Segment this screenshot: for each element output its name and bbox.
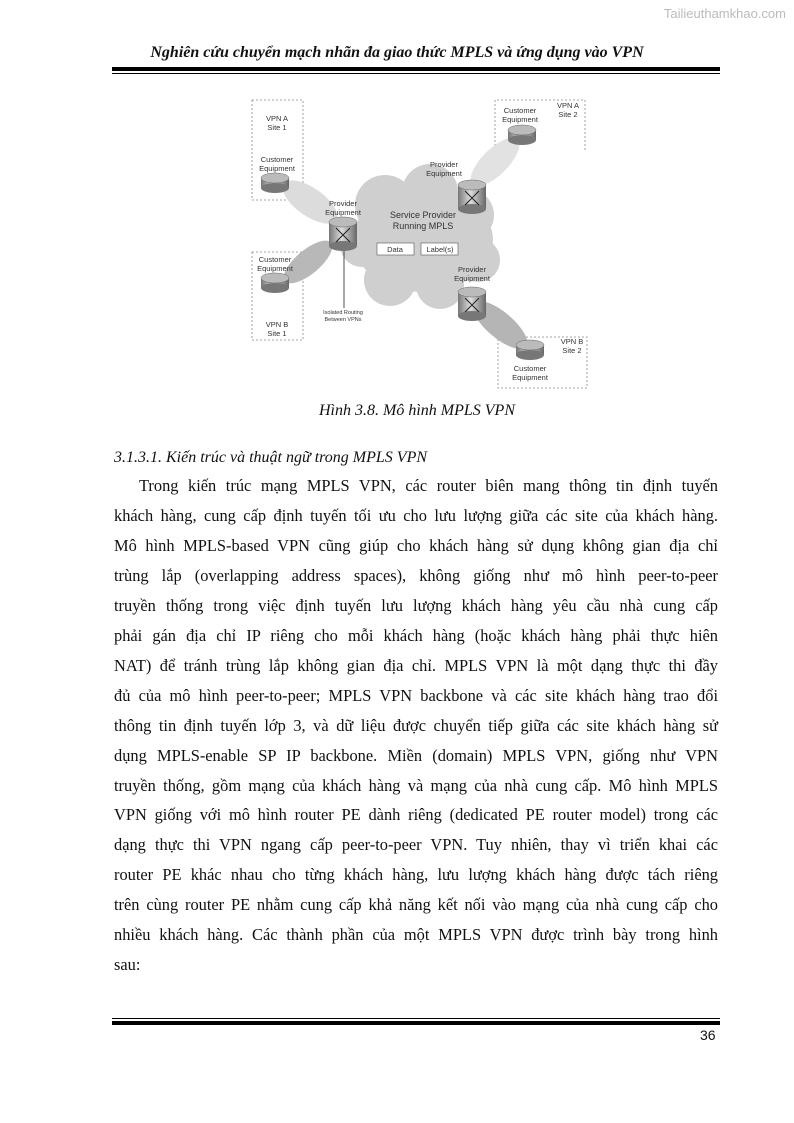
- pe-label: Provider: [430, 160, 458, 169]
- ce-router-a2: [508, 125, 536, 145]
- isolation-label: Between VPNs: [324, 317, 362, 323]
- site-label: VPN A: [556, 101, 580, 110]
- cloud-label: Running MPLS: [392, 221, 454, 231]
- ce-label: Customer: [503, 106, 537, 115]
- site-label: VPN A: [265, 114, 289, 123]
- ce-label: Customer: [258, 255, 292, 264]
- body-line: khách hàng, cung cấp định tuyến tối ưu cho lưu lượng giữa các site của khách hàng.: [114, 505, 718, 525]
- body-line: dạng thực thi VPN ngang cấp peer-to-peer VPN. Tuy nhiên, thay vì triển khai các: [114, 835, 718, 855]
- label-box-label: Label(s): [426, 245, 454, 254]
- ce-router-b2: [516, 340, 544, 360]
- pe-label: Equipment: [426, 169, 462, 178]
- site-label: Site 2: [562, 346, 582, 355]
- body-line: dụng MPLS-enable SP IP backbone. Miền (domain) MPLS VPN, giống như VPN: [114, 745, 718, 765]
- pe-label: Provider: [458, 265, 486, 274]
- pe-router-top: [458, 180, 486, 214]
- site-label: VPN B: [265, 320, 289, 329]
- pe-label: Equipment: [454, 274, 490, 283]
- body-line: truyền thống trong việc định tuyến lưu lượng khách hàng yêu cầu nhà cung cấp: [114, 595, 718, 615]
- body-line: NAT) để tránh trùng lắp không gian địa chỉ. MPLS VPN là một dạng thực thi đầy: [114, 655, 718, 675]
- footer-rule-thick: [112, 1021, 720, 1025]
- figure-caption: Hình 3.8. Mô hình MPLS VPN: [319, 402, 515, 419]
- site-label: Site 1: [267, 123, 287, 132]
- section-heading: 3.1.3.1. Kiến trúc và thuật ngữ trong MPLS VPN: [114, 449, 428, 466]
- ce-label: Equipment: [259, 164, 295, 173]
- body-line: thông tin định tuyến lớp 3, và dữ liệu được chuyển tiếp giữa các site khách hàng sử: [114, 715, 718, 735]
- page-number: 36: [700, 1027, 716, 1043]
- site-label: Site 2: [558, 110, 578, 119]
- ce-label: Equipment: [257, 264, 293, 273]
- site-label: VPN B: [560, 337, 584, 346]
- body-line: phải gán địa chỉ IP riêng cho mỗi khách hàng (hoặc khách hàng phải thực hiên: [114, 625, 718, 645]
- ce-router-b1: [261, 273, 289, 293]
- mpls-vpn-diagram: [0, 0, 794, 400]
- pe-router-bottom: [458, 287, 486, 321]
- body-line: đủ của mô hình peer-to-peer; MPLS VPN backbone và các site khách hàng trao đổi: [114, 685, 718, 705]
- body-line: Trong kiến trúc mạng MPLS VPN, các router biên mang thông tin định tuyến: [139, 476, 718, 495]
- pe-label: Equipment: [325, 208, 361, 217]
- running-header: Nghiên cứu chuyển mạch nhãn đa giao thức MPLS và ứng dụng vào VPN: [150, 44, 644, 61]
- site-label: Site 1: [267, 329, 287, 338]
- body-line: trên cùng router PE nhằm cung cấp khả năng kết nối vào mạng của nhà cung cấp cho: [114, 895, 718, 915]
- cloud-label: Service Provider: [389, 210, 457, 220]
- body-line: Mô hình MPLS-based VPN cũng giúp cho khách hàng sử dụng không gian địa chỉ: [114, 535, 718, 555]
- pe-router-left: [329, 217, 357, 251]
- footer-rule-thin: [112, 1018, 720, 1019]
- body-line: VPN giống với mô hình router PE dành riêng (dedicated PE router model) trong các: [114, 805, 718, 825]
- ce-label: Equipment: [502, 115, 538, 124]
- ce-label: Customer: [513, 364, 547, 373]
- body-line: truyền thống, gồm mạng của khách hàng và mạng của nhà cung cấp. Mô hình MPLS: [114, 775, 718, 795]
- data-box-label: Data: [387, 245, 403, 254]
- watermark: Tailieuthamkhao.com: [663, 6, 786, 21]
- body-line: router PE khác nhau cho từng khách hàng, lưu lượng khách hàng được tách riêng: [114, 865, 718, 885]
- body-line: trùng lắp (overlapping address spaces), không giống như mô hình peer-to-peer: [114, 565, 718, 585]
- body-line: nhiều khách hàng. Các thành phần của một MPLS VPN được trình bày trong hình: [114, 925, 718, 945]
- ce-router-a1: [261, 173, 289, 193]
- pe-label: Provider: [329, 199, 357, 208]
- ce-label: Customer: [260, 155, 294, 164]
- body-line: sau:: [114, 955, 141, 975]
- isolation-label: Isolated Routing: [323, 310, 363, 316]
- ce-label: Equipment: [512, 373, 548, 382]
